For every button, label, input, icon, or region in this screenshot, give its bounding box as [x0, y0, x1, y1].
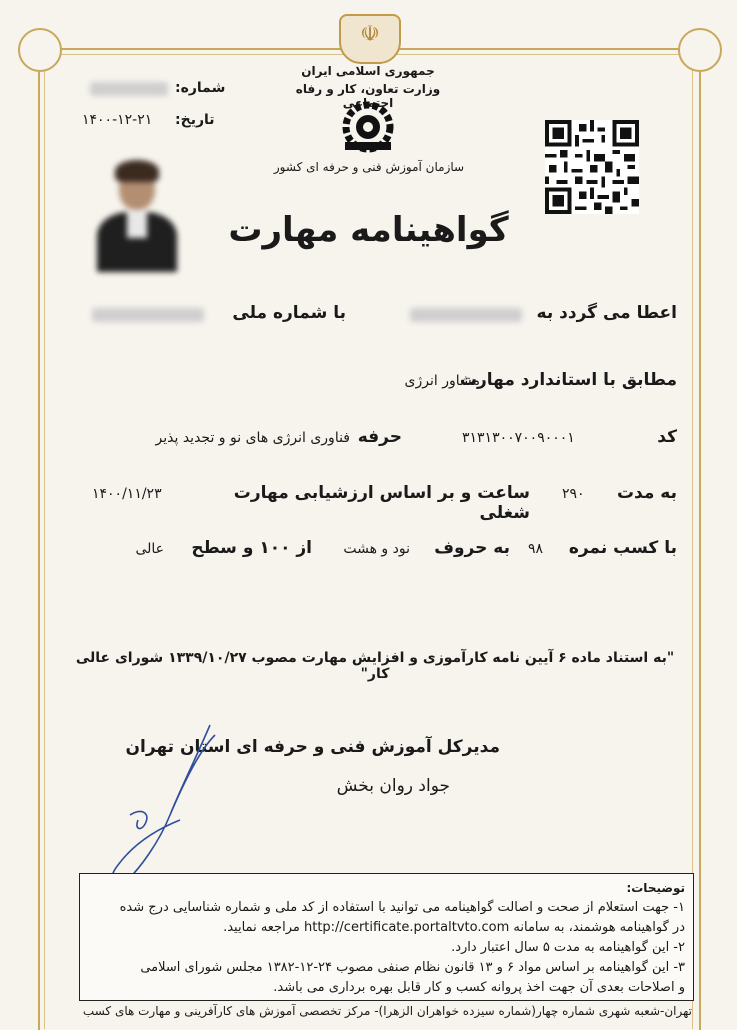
organization-name: سازمان آموزش فنی و حرفه ای کشور — [273, 160, 465, 174]
qr-code — [545, 120, 639, 214]
in-words-label: به حروف — [434, 538, 510, 558]
holder-photo — [93, 160, 181, 272]
score-words: نود و هشت — [343, 541, 410, 557]
standard-label: مطابق با استاندارد مهارت — [459, 370, 677, 390]
code-value: ۳۱۳۱۳۰۰۷۰۰۹۰۰۰۱ — [462, 430, 575, 446]
notes-heading: توضیحات: — [626, 881, 685, 895]
corner-ornament-icon — [678, 28, 722, 72]
regulation-reference: "به استناد ماده ۶ آیین نامه کارآموزی و افزایش مهارت مصوب ۱۳۳۹/۱۰/۲۷ شورای عالی کار" — [75, 650, 675, 682]
corner-ornament-icon — [18, 28, 62, 72]
footer-address: تهران-شعبه شهری شماره چهار(شماره سیزده خواهران الزهرا)- مرکز تخصصی آموزش های کارآفرینی و مهارت های کسب — [82, 1004, 692, 1018]
note-line-5: و اصلاحات بعدی آن جهت اخذ پروانه کسب و کار قابل بهره برداری می باشد. — [273, 980, 685, 995]
holder-name-redacted — [410, 308, 522, 322]
hours-label: ساعت و بر اساس ارزشیابی مهارت شغلی — [233, 483, 530, 523]
tvto-gear-logo — [337, 98, 399, 156]
note-line-2: در گواهینامه هوشمند، به سامانه http://certificate.portaltvto.com مراجعه نمایید. — [223, 920, 685, 935]
code-label: کد — [657, 427, 677, 447]
duration-label: به مدت — [616, 483, 677, 503]
trade-label: حرفه — [357, 427, 402, 447]
level-value: عالی — [135, 541, 164, 557]
certificate-title: گواهینامه مهارت — [228, 210, 509, 250]
trade-value: فناوری انرژی های نو و تجدید پذیر — [155, 430, 350, 446]
national-id-label: با شماره ملی — [232, 303, 346, 323]
evaluation-date: ۱۴۰۰/۱۱/۲۳ — [92, 486, 162, 502]
issued-to-label: اعطا می گردد به — [536, 303, 677, 323]
note-line-4: ۳- این گواهینامه بر اساس مواد ۶ و ۱۳ قانون نظام صنفی مصوب ۲۴-۱۲-۱۳۸۲ مجلس شورای اسلامی — [140, 960, 685, 975]
national-id-redacted — [92, 308, 204, 322]
out-of-label: از ۱۰۰ و سطح — [191, 538, 312, 558]
score-value: ۹۸ — [528, 541, 544, 557]
iran-emblem-icon: ☫ — [339, 14, 401, 64]
note-line-3: ۲- این گواهینامه به مدت ۵ سال اعتبار دارد. — [451, 940, 685, 955]
number-value-redacted — [90, 82, 168, 96]
number-label: شماره: — [175, 80, 226, 96]
score-label: با کسب نمره — [568, 538, 677, 558]
duration-value: ۲۹۰ — [562, 486, 585, 502]
signatory-title: مدیرکل آموزش فنی و حرفه ای استان تهران — [125, 737, 500, 757]
note-line-1: ۱- جهت استعلام از صحت و اصالت گواهینامه می توانید با استفاده از کد ملی و شماره شناسایی درج شده — [119, 900, 685, 915]
signatory-name: جواد روان بخش — [336, 776, 450, 796]
notes-box — [79, 873, 694, 1001]
standard-value: مشاور انرژی — [404, 373, 480, 389]
handwritten-signature — [100, 720, 230, 890]
republic-title: جمهوری اسلامی ایران — [301, 64, 435, 78]
date-value: ۱۴۰۰-۱۲-۲۱ — [82, 112, 153, 128]
ministry-title: وزارت تعاون، کار و رفاه اجتماعی — [295, 82, 441, 110]
date-label: تاریخ: — [175, 112, 215, 128]
